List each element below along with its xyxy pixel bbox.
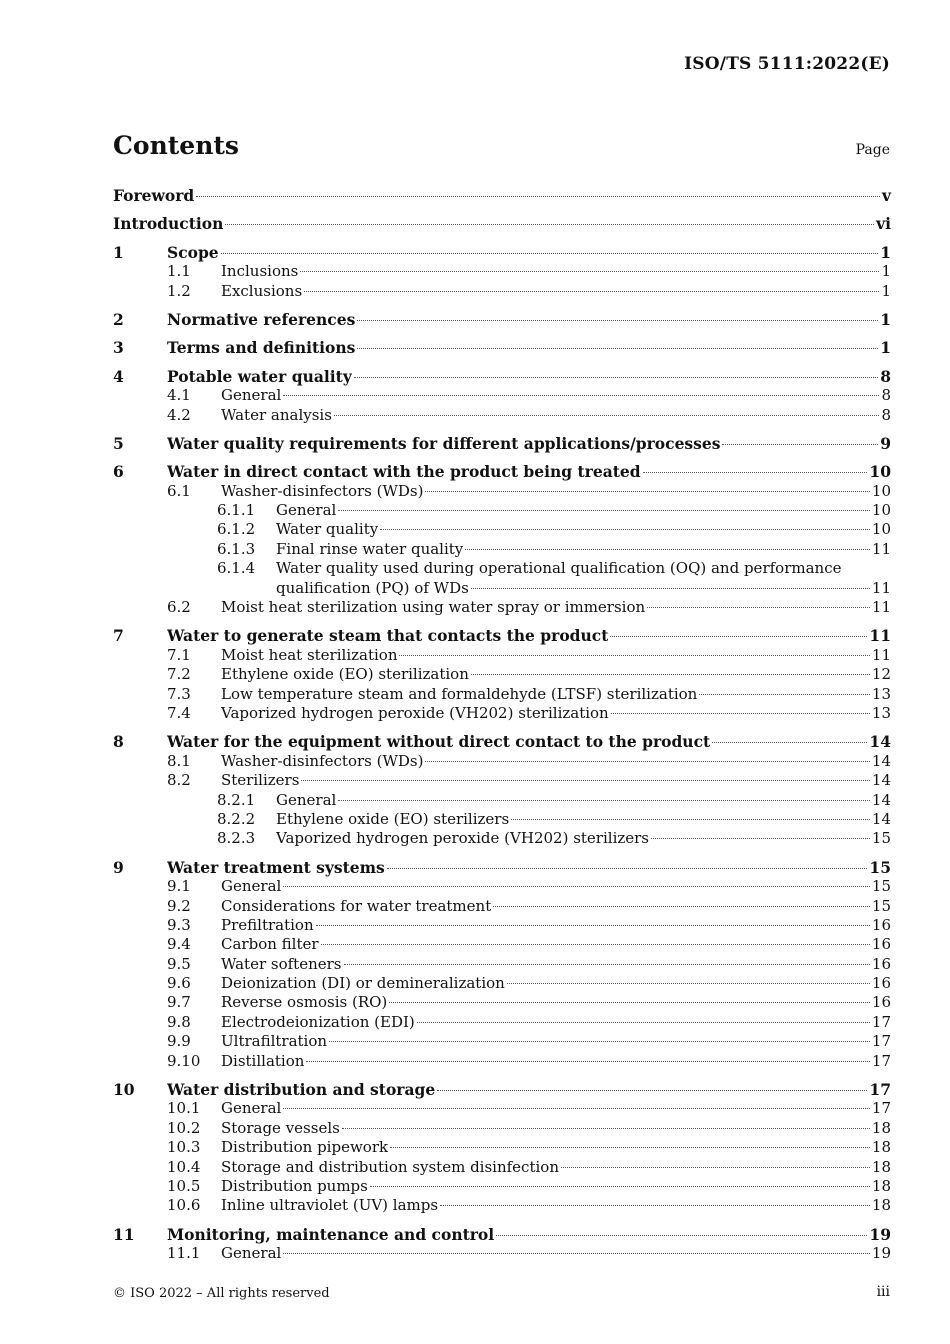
toc-entry[interactable] [113, 243, 891, 262]
dot-leader [722, 444, 878, 445]
toc-entry-title: Ethylene oxide (EO) sterilization [221, 665, 469, 684]
toc-entry[interactable] [113, 771, 891, 790]
dot-leader [283, 886, 870, 887]
toc-entry-page: 1 [881, 262, 891, 281]
dot-leader [225, 224, 874, 225]
dot-leader [699, 694, 870, 695]
toc-entry-number: 7.4 [167, 703, 191, 722]
toc-entry-number: 10.3 [167, 1138, 201, 1157]
toc-entry-title: Water for the equipment without direct contact to the product [167, 732, 711, 752]
toc-entry-page: 11 [871, 598, 891, 617]
dot-leader [334, 415, 880, 416]
toc-entry-number: 10.1 [167, 1099, 201, 1118]
dot-leader [610, 636, 867, 637]
toc-entry-page: vi [876, 214, 891, 234]
toc-entry-title: Distribution pumps [221, 1176, 368, 1195]
dot-leader [561, 1167, 870, 1168]
toc-entry[interactable] [113, 897, 891, 916]
copyright-notice: © ISO 2022 – All rights reserved [113, 1286, 330, 1301]
toc-entry-title: Distribution pipework [221, 1138, 389, 1157]
toc-entry-number: 6.2 [167, 598, 191, 617]
dot-leader [647, 607, 870, 608]
toc-entry[interactable] [113, 877, 891, 896]
toc-entry-page: 8 [880, 366, 891, 386]
toc-entry-number: 8 [113, 732, 124, 752]
toc-entry-page: 1 [881, 281, 891, 300]
toc-entry[interactable] [113, 214, 891, 233]
toc-entry-title: Storage and distribution system disinfection [221, 1157, 559, 1176]
toc-entry-number: 6.1 [167, 481, 191, 500]
toc-entry-page: 11 [871, 578, 891, 597]
toc-entry-title: Water quality [276, 520, 379, 539]
dot-leader [370, 1186, 870, 1187]
toc-entry-number: 1.1 [167, 262, 191, 281]
toc-entry-page: 18 [871, 1118, 891, 1137]
toc-entry-page: 16 [871, 993, 891, 1012]
toc-entry[interactable] [113, 752, 891, 771]
toc-entry-page: 11 [869, 626, 891, 646]
toc-entry-number: 9.7 [167, 993, 191, 1012]
toc-entry-page: 1 [880, 309, 891, 329]
toc-entry-page: 16 [871, 954, 891, 973]
toc-entry[interactable] [113, 791, 891, 810]
toc-entry-title: Water to generate steam that contacts the product [167, 626, 609, 646]
toc-entry-page: 17 [871, 1012, 891, 1031]
toc-entry-page: 19 [869, 1224, 891, 1244]
toc-entry-title: Carbon filter [221, 935, 319, 954]
toc-entry-title: Vaporized hydrogen peroxide (VH202) sterilizers [276, 829, 650, 848]
toc-entry-title: Introduction [113, 214, 224, 234]
toc-entry-page: 17 [871, 1099, 891, 1118]
dot-leader [300, 271, 879, 272]
dot-leader [321, 944, 870, 945]
dot-leader [389, 1002, 870, 1003]
dot-leader [437, 1090, 867, 1091]
toc-entry-number: 6.1.1 [217, 501, 256, 520]
toc-entry[interactable] [113, 1119, 891, 1138]
toc-entry-page: 17 [871, 1051, 891, 1070]
toc-entry-title: General [221, 1244, 282, 1263]
toc-entry-page: 13 [871, 684, 891, 703]
toc-entry-number: 9 [113, 857, 124, 877]
toc-entry-number: 9.5 [167, 954, 191, 973]
toc-entry-number: 7.3 [167, 684, 191, 703]
toc-entry-page: 11 [871, 539, 891, 558]
toc-entry-number: 10 [113, 1080, 135, 1100]
dot-leader [221, 253, 879, 254]
toc-entry-number: 4.1 [167, 386, 191, 405]
toc-entry-number: 6 [113, 462, 124, 482]
toc-entry[interactable] [113, 732, 891, 751]
dot-leader [643, 472, 868, 473]
toc-entry[interactable] [113, 626, 891, 645]
toc-entry[interactable] [113, 646, 891, 665]
toc-entry-number: 8.1 [167, 751, 191, 770]
dot-leader [338, 510, 870, 511]
dot-leader [651, 838, 870, 839]
toc-entry-title: Electrodeionization (EDI) [221, 1012, 415, 1031]
toc-entry-title: Inline ultraviolet (UV) lamps [221, 1196, 439, 1215]
dot-leader [196, 196, 880, 197]
dot-leader [342, 1128, 870, 1129]
toc-entry-title: Ultrafiltration [221, 1032, 328, 1051]
dot-leader [493, 906, 870, 907]
toc-entry-page: 15 [871, 896, 891, 915]
table-of-contents [113, 186, 891, 1264]
toc-entry-title: qualification (PQ) of WDs [276, 578, 469, 597]
toc-entry[interactable] [113, 482, 891, 501]
toc-entry[interactable] [113, 434, 891, 453]
toc-entry[interactable] [113, 406, 891, 425]
toc-entry-title: Ethylene oxide (EO) sterilizers [276, 809, 510, 828]
toc-entry[interactable] [113, 186, 891, 205]
toc-entry-title: Washer-disinfectors (WDs) [221, 751, 424, 770]
toc-entry-page: 18 [871, 1157, 891, 1176]
toc-entry-number: 9.3 [167, 915, 191, 934]
toc-entry[interactable] [113, 916, 891, 935]
toc-entry-page: 18 [871, 1138, 891, 1157]
toc-entry[interactable] [113, 501, 891, 520]
toc-entry-title: Washer-disinfectors (WDs) [221, 481, 424, 500]
toc-entry-number: 1.2 [167, 281, 191, 300]
toc-entry-title: Water quality requirements for different applications/processes [167, 433, 721, 453]
dot-leader [380, 529, 870, 530]
dot-leader [440, 1205, 870, 1206]
toc-entry-number: 7 [113, 626, 124, 646]
toc-entry-title: Considerations for water treatment [221, 896, 492, 915]
toc-entry-title: Scope [167, 242, 219, 262]
toc-entry-title: Reverse osmosis (RO) [221, 993, 388, 1012]
dot-leader [471, 588, 870, 589]
toc-entry-page: 13 [871, 703, 891, 722]
toc-entry-number: 9.10 [167, 1051, 201, 1070]
dot-leader [306, 1061, 870, 1062]
toc-entry-title: Monitoring, maintenance and control [167, 1224, 495, 1244]
toc-entry-number: 8.2.2 [217, 809, 256, 828]
toc-entry-number: 8.2 [167, 771, 191, 790]
toc-entry[interactable] [113, 955, 891, 974]
toc-entry-page: 18 [871, 1196, 891, 1215]
toc-entry[interactable] [113, 1052, 891, 1071]
dot-leader [301, 780, 870, 781]
toc-entry[interactable] [113, 1032, 891, 1051]
toc-entry-page: 11 [871, 645, 891, 664]
toc-entry[interactable] [113, 1225, 891, 1244]
toc-entry[interactable] [113, 386, 891, 405]
toc-entry-number: 7.1 [167, 645, 191, 664]
toc-entry-page: 17 [871, 1032, 891, 1051]
dot-leader [387, 868, 868, 869]
dot-leader [390, 1147, 870, 1148]
dot-leader [344, 964, 870, 965]
toc-entry-title: Terms and definitions [167, 338, 356, 358]
dot-leader [511, 819, 870, 820]
dot-leader [283, 1253, 870, 1254]
toc-entry-title: General [276, 501, 337, 520]
toc-entry-number: 2 [113, 309, 124, 329]
toc-entry-page: 15 [869, 857, 891, 877]
toc-entry-title: Prefiltration [221, 915, 314, 934]
toc-entry-page: 18 [871, 1176, 891, 1195]
toc-entry-number: 6.1.4 [217, 559, 256, 578]
toc-entry-number: 9.9 [167, 1032, 191, 1051]
toc-entry-title: Low temperature steam and formaldehyde (LTSF) sterilization [221, 684, 698, 703]
toc-entry-page: 12 [871, 665, 891, 684]
toc-entry-title: Distillation [221, 1051, 305, 1070]
toc-entry-page: 14 [869, 732, 891, 752]
toc-entry-page: 15 [871, 877, 891, 896]
toc-entry[interactable] [113, 1099, 891, 1118]
toc-entry[interactable] [113, 665, 891, 684]
toc-entry-number: 6.1.3 [217, 539, 256, 558]
toc-entry-page: v [881, 186, 891, 205]
toc-entry-title: Final rinse water quality [276, 539, 464, 558]
toc-entry[interactable] [113, 685, 891, 704]
toc-entry-title: Moist heat sterilization using water spray or immersion [221, 598, 646, 617]
toc-entry-title: Water distribution and storage [167, 1080, 436, 1100]
dot-leader [611, 713, 870, 714]
toc-entry-number: 4.2 [167, 405, 191, 424]
toc-entry-page: 14 [871, 771, 891, 790]
toc-entry-page: 10 [871, 501, 891, 520]
toc-entry-page: 1 [880, 242, 891, 262]
toc-entry-number: 5 [113, 433, 124, 453]
toc-entry[interactable] [113, 1177, 891, 1196]
dot-leader [712, 742, 867, 743]
toc-entry-title: Water in direct contact with the product being treated [167, 462, 641, 482]
toc-entry[interactable] [113, 1158, 891, 1177]
toc-entry[interactable] [113, 540, 891, 559]
toc-entry-title: Sterilizers [221, 771, 300, 790]
toc-entry-number: 11 [113, 1224, 135, 1244]
toc-entry-title: Deionization (DI) or demineralization [221, 974, 505, 993]
toc-entry-title: Exclusions [221, 281, 303, 300]
toc-entry[interactable] [113, 520, 891, 539]
toc-entry-title: Water treatment systems [167, 857, 385, 877]
toc-entry-page: 1 [880, 338, 891, 358]
toc-entry-page: 14 [871, 790, 891, 809]
toc-entry-number: 10.5 [167, 1176, 201, 1195]
toc-entry-title: General [221, 877, 282, 896]
dot-leader [417, 1022, 870, 1023]
dot-leader [304, 291, 879, 292]
toc-entry-title: Inclusions [221, 262, 299, 281]
toc-entry[interactable] [113, 1138, 891, 1157]
page-title: Contents [113, 131, 240, 160]
toc-entry-number: 1 [113, 242, 124, 262]
toc-entry-number: 10.2 [167, 1118, 201, 1137]
toc-entry-page: 10 [871, 481, 891, 500]
toc-entry-page: 15 [871, 829, 891, 848]
toc-entry-number: 9.4 [167, 935, 191, 954]
toc-entry-title: Potable water quality [167, 366, 352, 386]
toc-entry-page: 10 [871, 520, 891, 539]
toc-entry-page: 9 [880, 433, 891, 453]
toc-entry-number: 8.2.1 [217, 790, 256, 809]
toc-entry[interactable] [113, 993, 891, 1012]
toc-entry[interactable] [113, 1244, 891, 1263]
dot-leader [283, 1108, 870, 1109]
toc-entry[interactable] [113, 974, 891, 993]
toc-entry[interactable] [113, 1080, 891, 1099]
toc-entry-page: 10 [869, 462, 891, 482]
toc-entry[interactable] [113, 579, 891, 598]
toc-entry-page: 14 [871, 751, 891, 770]
toc-entry-title: Moist heat sterilization [221, 645, 398, 664]
toc-entry-page: 19 [871, 1244, 891, 1263]
toc-entry-title: Foreword [113, 186, 195, 205]
toc-entry-number: 7.2 [167, 665, 191, 684]
toc-entry-number: 10.4 [167, 1157, 201, 1176]
toc-entry[interactable] [113, 282, 891, 301]
toc-entry-number: 9.6 [167, 974, 191, 993]
toc-entry-title: Water quality used during operational qualification (OQ) and performance [276, 559, 842, 578]
toc-entry[interactable] [113, 262, 891, 281]
toc-entry-title: General [221, 386, 282, 405]
toc-entry-page: 17 [869, 1080, 891, 1100]
page-column-label: Page [855, 142, 890, 158]
dot-leader [357, 348, 878, 349]
dot-leader [283, 395, 879, 396]
dot-leader [465, 549, 870, 550]
toc-entry-page: 8 [881, 386, 891, 405]
toc-entry-number: 3 [113, 338, 124, 358]
toc-entry-page: 16 [871, 974, 891, 993]
dot-leader [496, 1235, 867, 1236]
toc-entry[interactable] [113, 810, 891, 829]
dot-leader [399, 655, 869, 656]
toc-entry-number: 9.8 [167, 1012, 191, 1031]
toc-entry-number: 10.6 [167, 1196, 201, 1215]
toc-entry-title: Water softeners [221, 954, 342, 973]
toc-entry-page: 16 [871, 915, 891, 934]
toc-entry-number: 8.2.3 [217, 829, 256, 848]
dot-leader [329, 1041, 870, 1042]
dot-leader [357, 320, 878, 321]
toc-entry[interactable] [113, 598, 891, 617]
toc-entry-title: Vaporized hydrogen peroxide (VH202) sterilization [221, 703, 609, 722]
dot-leader [425, 761, 869, 762]
toc-entry-number: 9.2 [167, 896, 191, 915]
toc-entry-title: General [221, 1099, 282, 1118]
toc-entry-title: General [276, 790, 337, 809]
toc-entry[interactable] [113, 559, 891, 578]
toc-entry[interactable] [113, 310, 891, 329]
toc-entry-number: 4 [113, 366, 124, 386]
toc-entry-title: Storage vessels [221, 1118, 340, 1137]
toc-entry-page: 16 [871, 935, 891, 954]
document-id: ISO/TS 5111:2022(E) [684, 54, 890, 74]
toc-entry[interactable] [113, 858, 891, 877]
toc-entry-number: 11.1 [167, 1244, 201, 1263]
toc-entry-number: 9.1 [167, 877, 191, 896]
toc-entry[interactable] [113, 935, 891, 954]
toc-entry-page: 14 [871, 809, 891, 828]
toc-entry[interactable] [113, 462, 891, 481]
dot-leader [507, 983, 870, 984]
toc-entry[interactable] [113, 829, 891, 848]
page-number: iii [876, 1284, 890, 1300]
toc-entry[interactable] [113, 1196, 891, 1215]
dot-leader [471, 674, 870, 675]
toc-entry-title: Normative references [167, 309, 356, 329]
dot-leader [425, 491, 869, 492]
toc-entry-title: Water analysis [221, 405, 332, 424]
toc-entry[interactable] [113, 338, 891, 357]
toc-entry[interactable] [113, 1013, 891, 1032]
dot-leader [338, 800, 870, 801]
dot-leader [316, 925, 870, 926]
toc-entry[interactable] [113, 367, 891, 386]
dot-leader [354, 377, 878, 378]
toc-entry-number: 6.1.2 [217, 520, 256, 539]
toc-entry-page: 8 [881, 405, 891, 424]
toc-entry[interactable] [113, 704, 891, 723]
